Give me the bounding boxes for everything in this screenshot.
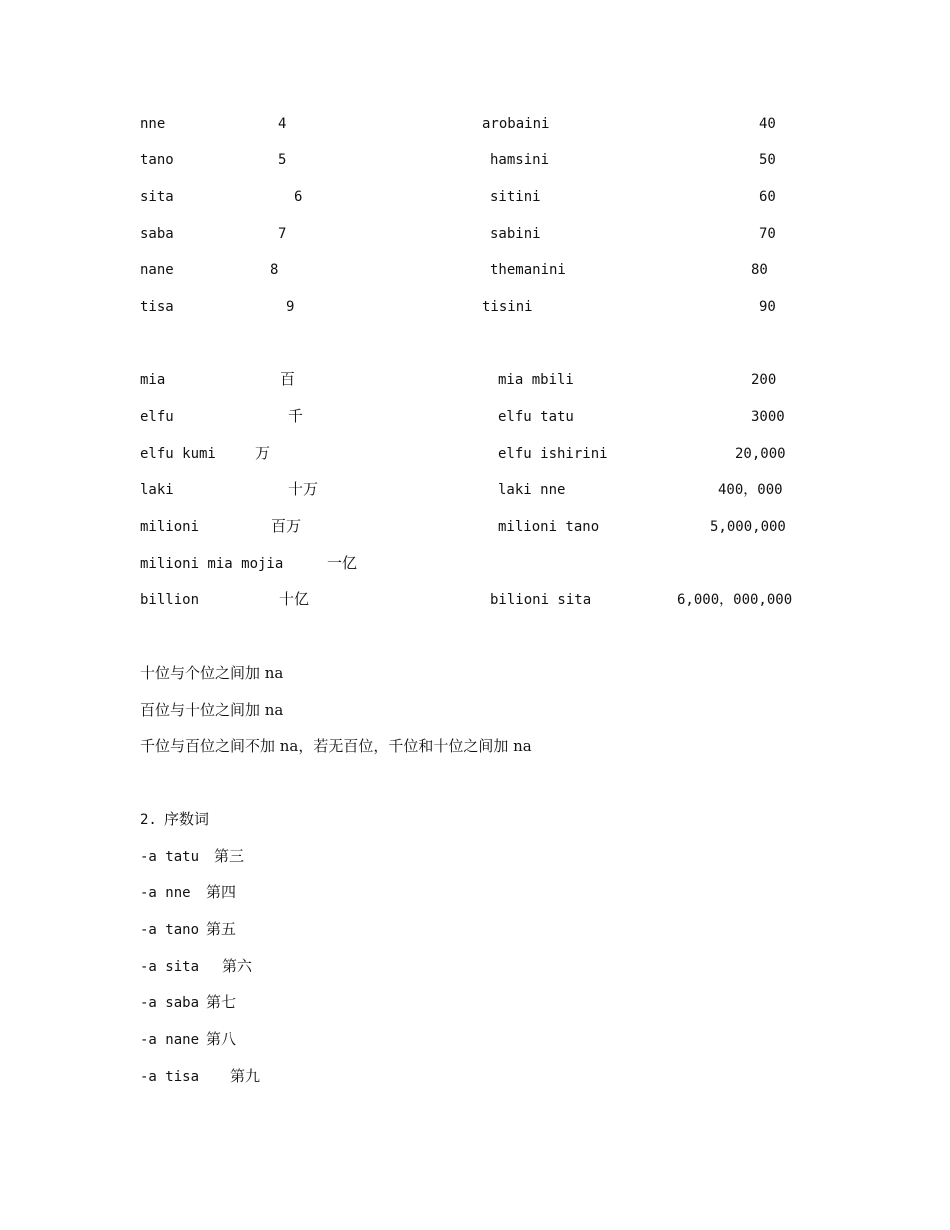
number-value: 8 <box>270 262 279 278</box>
number-value: 5 <box>278 152 287 168</box>
swahili-word: elfu kumi <box>140 446 216 462</box>
number-value: 3000 <box>751 409 785 425</box>
ordinal-chinese: 第七 <box>206 993 237 1011</box>
rule-line: 百位与十位之间加 na <box>140 701 284 719</box>
swahili-word: tisa <box>140 299 174 315</box>
number-value: 200 <box>751 372 777 388</box>
ordinal-swahili: -a nane <box>140 1032 200 1048</box>
swahili-word: nane <box>140 262 174 278</box>
number-value: 20,000 <box>735 446 786 462</box>
swahili-word: milioni <box>140 519 200 535</box>
ordinal-chinese: 第四 <box>206 883 237 901</box>
swahili-word: tano <box>140 152 174 168</box>
swahili-word: billion <box>140 592 200 608</box>
number-value: 90 <box>759 299 776 315</box>
number-value: 4 <box>278 116 287 132</box>
ordinal-swahili: -a nne <box>140 885 191 901</box>
ordinal-swahili: -a saba <box>140 995 200 1011</box>
swahili-word: hamsini <box>490 152 550 168</box>
swahili-word: elfu ishirini <box>498 446 608 462</box>
swahili-word: mia <box>140 372 166 388</box>
section-title: 序数词 <box>164 810 210 828</box>
ordinal-chinese: 第六 <box>222 957 253 975</box>
chinese-meaning: 百万 <box>271 517 302 535</box>
chinese-meaning: 百 <box>280 370 296 388</box>
number-value: 9 <box>286 299 295 315</box>
number-value: 5,000,000 <box>710 519 786 535</box>
section-number: 2. <box>140 812 157 828</box>
number-value: 50 <box>759 152 776 168</box>
swahili-word: sita <box>140 189 174 205</box>
number-value: 70 <box>759 226 776 242</box>
ordinal-chinese: 第三 <box>214 847 245 865</box>
number-value: 400，000 <box>718 482 783 498</box>
swahili-word: arobaini <box>482 116 550 132</box>
swahili-word: laki nne <box>498 482 566 498</box>
swahili-word: tisini <box>482 299 533 315</box>
chinese-meaning: 千 <box>288 407 304 425</box>
number-value: 6,000，000,000 <box>677 592 793 608</box>
chinese-meaning: 十亿 <box>279 590 310 608</box>
rule-line: 千位与百位之间不加 na，若无百位，千位和十位之间加 na <box>140 737 532 755</box>
swahili-word: sabini <box>490 226 541 242</box>
chinese-meaning: 一亿 <box>327 554 358 572</box>
swahili-word: bilioni sita <box>490 592 592 608</box>
ordinal-chinese: 第八 <box>206 1030 237 1048</box>
ordinal-swahili: -a sita <box>140 959 200 975</box>
swahili-word: elfu <box>140 409 174 425</box>
swahili-word: laki <box>140 482 174 498</box>
swahili-word: milioni tano <box>498 519 600 535</box>
number-value: 60 <box>759 189 776 205</box>
number-value: 6 <box>294 189 303 205</box>
ordinal-chinese: 第九 <box>230 1067 261 1085</box>
chinese-meaning: 万 <box>255 444 271 462</box>
swahili-word: milioni mia mojia <box>140 556 284 572</box>
number-value: 80 <box>751 262 768 278</box>
number-value: 40 <box>759 116 776 132</box>
ordinal-chinese: 第五 <box>206 920 237 938</box>
ordinal-swahili: -a tano <box>140 922 200 938</box>
swahili-word: sitini <box>490 189 541 205</box>
ordinal-swahili: -a tatu <box>140 849 200 865</box>
number-value: 7 <box>278 226 287 242</box>
swahili-word: saba <box>140 226 174 242</box>
swahili-word: themanini <box>490 262 566 278</box>
swahili-word: elfu tatu <box>498 409 574 425</box>
ordinal-swahili: -a tisa <box>140 1069 200 1085</box>
rule-line: 十位与个位之间加 na <box>140 664 284 682</box>
swahili-word: nne <box>140 116 166 132</box>
chinese-meaning: 十万 <box>288 480 319 498</box>
swahili-word: mia mbili <box>498 372 574 388</box>
